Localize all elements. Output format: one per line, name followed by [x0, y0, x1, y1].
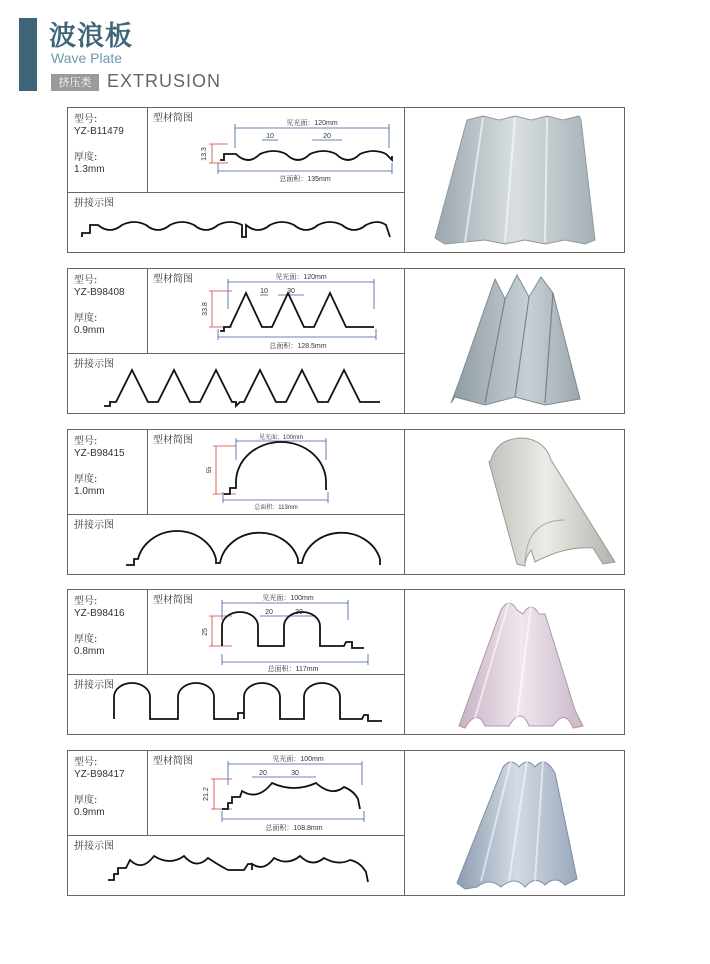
profile-label: 型材简图: [153, 595, 193, 606]
profile-drawing: [148, 108, 405, 193]
page-title: 波浪板: [49, 21, 133, 52]
dim-a: 10: [260, 288, 268, 295]
product-info: [68, 590, 148, 675]
profile-drawing: [148, 269, 405, 354]
joining-svg: [68, 836, 405, 895]
joining-svg: [68, 193, 405, 252]
dim-b: 30: [295, 609, 303, 616]
category-label: EXTRUSION: [107, 71, 222, 91]
dim-height: 33.8: [202, 302, 209, 316]
profile-label: 型材简图: [153, 756, 193, 767]
category-badge: 挤压类: [51, 74, 99, 91]
thickness-label: 厚度:: [74, 313, 98, 324]
visible-width: 见光面：100mm: [258, 435, 304, 441]
total-width: 总面积：117mm: [267, 666, 319, 673]
pink-plate-image: [405, 590, 624, 734]
total-width: 总面积：128.5mm: [269, 343, 327, 350]
product-card-1: [67, 107, 625, 253]
profile-label: 型材简图: [153, 113, 193, 124]
joining-svg: [68, 675, 405, 734]
model-label: 型号:: [74, 436, 98, 447]
product-card-2: [67, 268, 625, 414]
product-info: [68, 751, 148, 836]
model-value: YZ-B98408: [74, 287, 125, 298]
model-label: 型号:: [74, 275, 98, 286]
dim-a: 20: [259, 770, 267, 777]
thickness-value: 1.0mm: [74, 486, 105, 497]
joining-drawing: [68, 193, 405, 252]
joining-label: 拼接示图: [74, 520, 114, 531]
profile-svg: [148, 108, 405, 193]
joining-drawing: [68, 515, 405, 574]
total-width: 总面积：108.8mm: [265, 825, 323, 832]
product-photo: [405, 430, 624, 574]
visible-width: 见光面：100mm: [262, 595, 314, 602]
joining-label: 拼接示图: [74, 359, 114, 370]
dim-height: 21.2: [203, 787, 210, 801]
model-label: 型号:: [74, 596, 98, 607]
visible-width: 见光面：120mm: [286, 120, 338, 127]
dim-height: 25: [202, 628, 209, 636]
dim-b: 30: [291, 770, 299, 777]
joining-svg: [68, 354, 405, 413]
triangle-plate-image: [405, 269, 624, 413]
product-card-3: [67, 429, 625, 575]
page-subtitle: Wave Plate: [51, 50, 123, 66]
model-label: 型号:: [74, 114, 98, 125]
thickness-label: 厚度:: [74, 152, 98, 163]
dim-height: 55: [207, 466, 213, 474]
product-photo: [405, 751, 624, 895]
model-value: YZ-B11479: [74, 126, 124, 137]
blue-plate-image: [405, 751, 624, 895]
product-card-5: [67, 750, 625, 896]
model-value: YZ-B98417: [74, 769, 125, 780]
profile-svg: [148, 430, 405, 515]
model-label: 型号:: [74, 757, 98, 768]
thickness-value: 0.9mm: [74, 807, 105, 818]
product-info: [68, 108, 148, 193]
thickness-value: 0.9mm: [74, 325, 105, 336]
product-photo: [405, 108, 624, 252]
visible-width: 见光面：100mm: [272, 756, 324, 763]
visible-width: 见光面：120mm: [275, 274, 327, 281]
total-width: 总面积：135mm: [279, 176, 331, 183]
profile-drawing: [148, 751, 405, 836]
thickness-label: 厚度:: [74, 474, 98, 485]
joining-drawing: [68, 354, 405, 413]
thickness-label: 厚度:: [74, 795, 98, 806]
product-photo: [405, 590, 624, 734]
joining-svg: [68, 515, 405, 574]
dim-a: 20: [265, 609, 273, 616]
profile-label: 型材简图: [153, 435, 193, 446]
model-value: YZ-B98415: [74, 448, 125, 459]
model-value: YZ-B98416: [74, 608, 125, 619]
joining-drawing: [68, 836, 405, 895]
product-photo: [405, 269, 624, 413]
profile-label: 型材简图: [153, 274, 193, 285]
profile-svg: [148, 269, 405, 354]
joining-drawing: [68, 675, 405, 734]
thickness-value: 1.3mm: [74, 164, 105, 175]
total-width: 总面积：113mm: [254, 505, 298, 511]
product-info: [68, 269, 148, 354]
dim-b: 20: [323, 133, 331, 140]
profile-svg: [148, 590, 405, 675]
profile-svg: [148, 751, 405, 836]
joining-label: 拼接示图: [74, 841, 114, 852]
joining-label: 拼接示图: [74, 680, 114, 691]
thickness-value: 0.8mm: [74, 646, 105, 657]
thickness-label: 厚度:: [74, 634, 98, 645]
joining-label: 拼接示图: [74, 198, 114, 209]
product-info: [68, 430, 148, 515]
product-card-4: [67, 589, 625, 735]
profile-drawing: [148, 430, 405, 515]
accent-bar: [19, 18, 37, 91]
dim-b: 30: [287, 288, 295, 295]
profile-drawing: [148, 590, 405, 675]
dim-height: 13.3: [201, 147, 208, 161]
dim-a: 10: [266, 133, 274, 140]
wave-plate-image: [405, 108, 624, 252]
arch-plate-image: [405, 430, 624, 574]
